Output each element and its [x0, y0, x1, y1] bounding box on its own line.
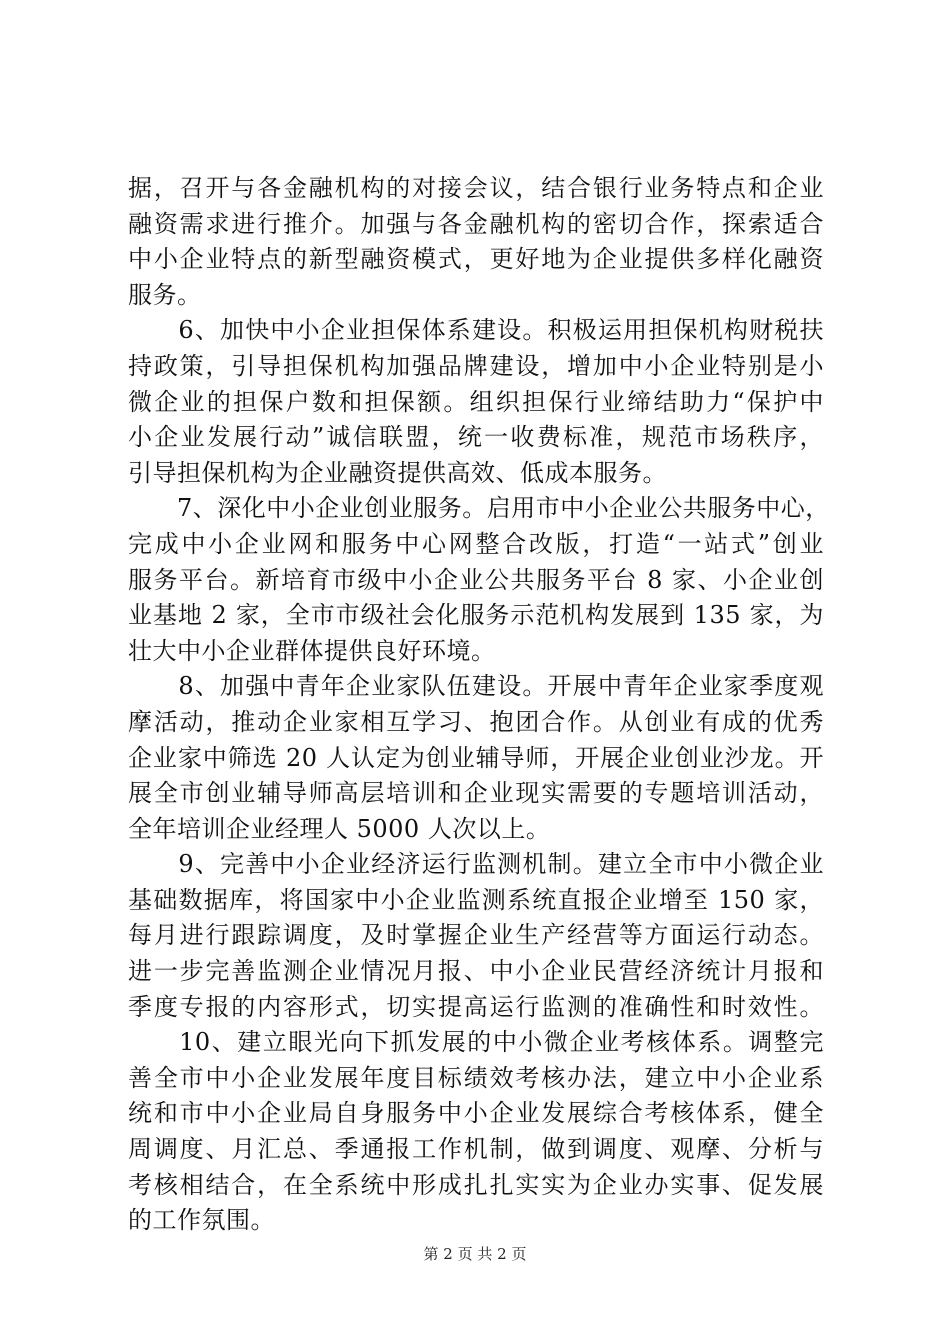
text-line: 季度专报的内容形式，切实提高运行监测的准确性和时效性。: [128, 992, 824, 1021]
text-line: 的工作氛围。: [128, 1206, 275, 1235]
text-line: 展全市创业辅导师高层培训和企业现实需要的专题培训活动，: [128, 779, 824, 808]
text-line: 考核相结合，在全系统中形成扎扎实实为企业办实事、促发展: [128, 1170, 824, 1199]
text-line: 融资需求进行推介。加强与各金融机构的密切合作，探索适合: [128, 209, 824, 238]
text-line: 服务平台。新培育市级中小企业公共服务平台 8 家、小企业创: [128, 565, 824, 594]
text-line: 业基地 2 家，全市市级社会化服务示范机构发展到 135 家，为: [128, 601, 824, 630]
text-line: 服务。: [128, 280, 202, 309]
text-line: 善全市中小企业发展年度目标绩效考核办法，建立中小企业系: [128, 1063, 824, 1092]
text-line: 9、完善中小企业经济运行监测机制。建立全市中小微企业: [128, 850, 824, 879]
text-line: 统和市中小企业局自身服务中小企业发展综合考核体系，健全: [128, 1099, 824, 1128]
text-line: 完成中小企业网和服务中心网整合改版，打造“一站式”创业: [128, 529, 824, 558]
text-line: 持政策，引导担保机构加强品牌建设，增加中小企业特别是小: [128, 351, 824, 380]
text-line: 8、加强中青年企业家队伍建设。开展中青年企业家季度观: [128, 672, 824, 701]
text-line: 引导担保机构为企业融资提供高效、低成本服务。: [128, 458, 667, 487]
text-line: 每月进行跟踪调度，及时掌握企业生产经营等方面运行动态。: [128, 921, 824, 950]
text-line: 壮大中小企业群体提供良好环境。: [128, 636, 496, 665]
text-line: 7、深化中小企业创业服务。启用市中小企业公共服务中心，: [128, 494, 830, 523]
text-line: 6、加快中小企业担保体系建设。积极运用担保机构财税扶: [128, 316, 824, 345]
text-line: 基础数据库，将国家中小企业监测系统直报企业增至 150 家，: [128, 885, 824, 914]
text-line: 周调度、月汇总、季通报工作机制，做到调度、观摩、分析与: [128, 1135, 824, 1164]
text-line: 中小企业特点的新型融资模式，更好地为企业提供多样化融资: [128, 245, 824, 274]
text-line: 微企业的担保户数和担保额。组织担保行业缔结助力“保护中: [128, 387, 824, 416]
text-line: 进一步完善监测企业情况月报、中小企业民营经济统计月报和: [128, 957, 824, 986]
page-footer: 第 2 页 共 2 页: [423, 1245, 527, 1263]
text-line: 小企业发展行动”诚信联盟，统一收费标准，规范市场秩序，: [128, 423, 824, 452]
text-line: 企业家中筛选 20 人认定为创业辅导师，开展企业创业沙龙。开: [128, 743, 824, 772]
text-line: 据，召开与各金融机构的对接会议，结合银行业务特点和企业: [128, 174, 824, 202]
text-line: 10、建立眼光向下抓发展的中小微企业考核体系。调整完: [128, 1028, 824, 1057]
document-body: [128, 171, 830, 1239]
text-line: 全年培训企业经理人 5000 人次以上。: [128, 814, 551, 843]
text-line: 摩活动，推动企业家相互学习、抱团合作。从创业有成的优秀: [128, 707, 824, 736]
